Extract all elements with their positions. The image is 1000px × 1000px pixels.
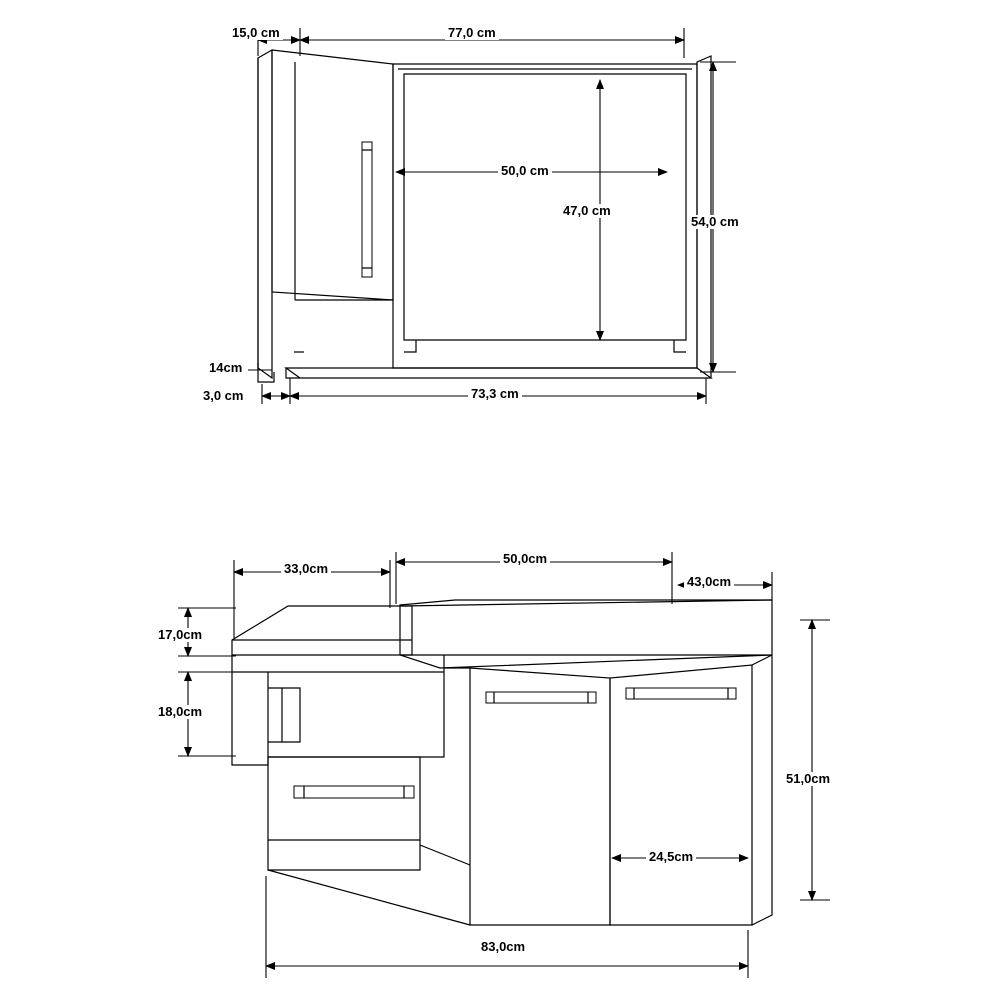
- dimension-label-83-0cm: 83,0cm: [478, 940, 528, 954]
- dimension-label-33-0cm: 33,0cm: [281, 562, 331, 576]
- dimension-label-3-0cm: 3,0 cm: [200, 389, 246, 403]
- lower-dimension-lines: [178, 552, 830, 978]
- dimension-label-14cm: 14cm: [206, 361, 245, 375]
- lower-cabinet-geometry: [232, 600, 772, 925]
- dimension-label-77-0cm: 77,0 cm: [445, 26, 499, 40]
- dimension-label-50-0cm-lower: 50,0cm: [500, 552, 550, 566]
- dimension-label-43-0cm: 43,0cm: [684, 575, 734, 589]
- dimension-label-17-0cm: 17,0cm: [155, 628, 205, 642]
- dimension-label-54-0cm: 54,0 cm: [688, 215, 742, 229]
- dimension-label-15-0cm: 15,0 cm: [229, 26, 283, 40]
- dimension-label-73-3cm: 73,3 cm: [468, 387, 522, 401]
- upper-cabinet-geometry: [258, 50, 711, 382]
- dimension-label-24-5cm: 24,5cm: [646, 850, 696, 864]
- dimension-label-18-0cm: 18,0cm: [155, 705, 205, 719]
- upper-dimension-lines: [248, 28, 736, 404]
- dimension-label-51-0cm: 51,0cm: [783, 772, 833, 786]
- dimension-label-50-0cm: 50,0 cm: [498, 164, 552, 178]
- dimension-label-47-0cm: 47,0 cm: [560, 204, 614, 218]
